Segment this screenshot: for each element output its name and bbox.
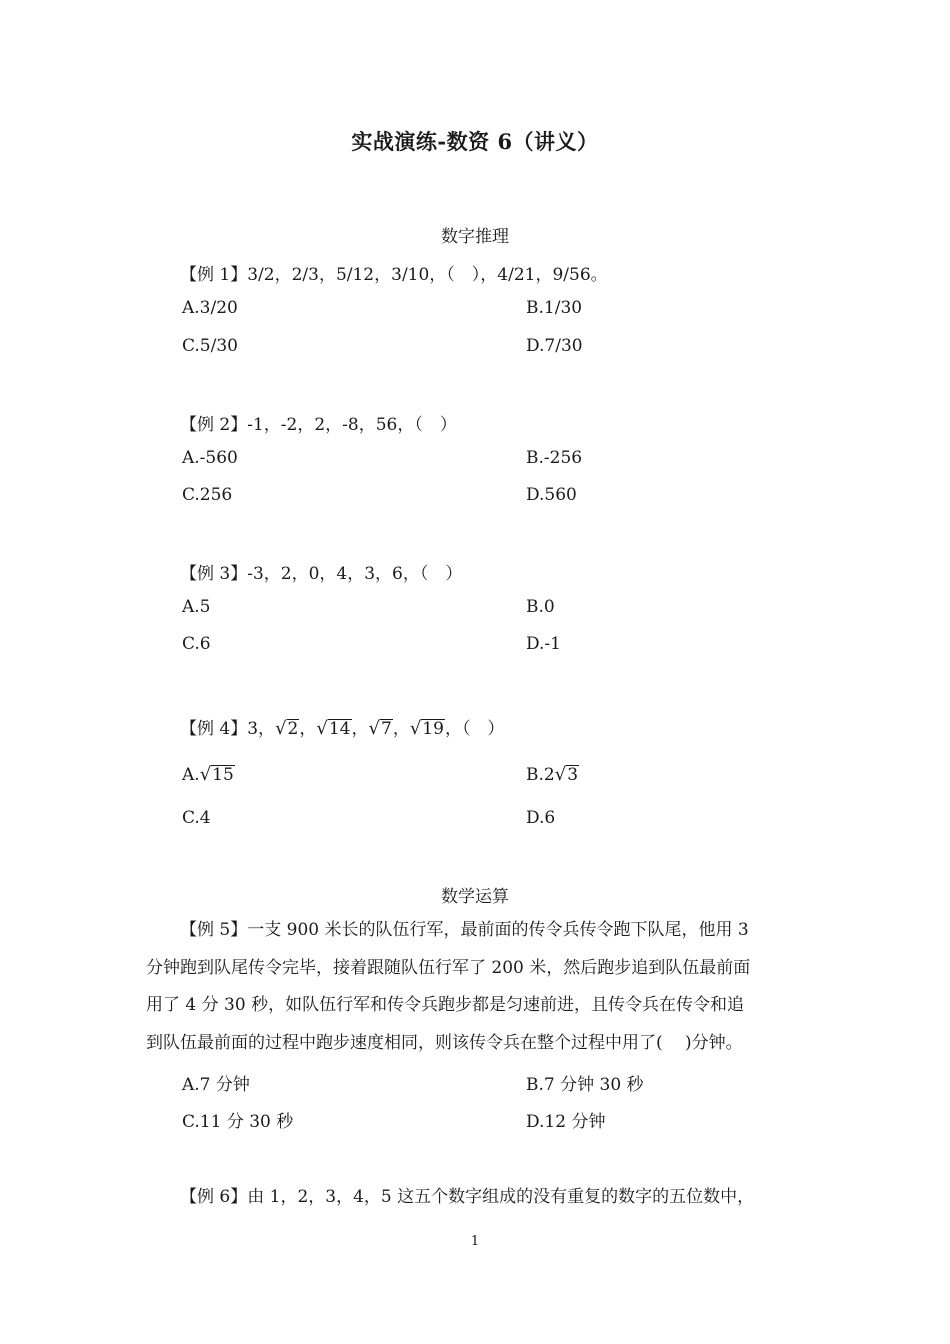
- example-5-question: 【例 5】一支 900 米长的队伍行军，最前面的传令兵传令跑下队尾，他用 3 分钟跑到队尾传令完毕，接着跟随队伍行军了 200 米，然后跑步追到队伍最前面 用了 4 分 30 秒，如队伍行军和传令兵跑步都是匀速前进，且传令兵在传令和追 到队伍最前面的过程中跑步速度相同，则该传令兵在整个过程中用了( )分钟。: [146, 920, 751, 1053]
- example-5-label: 【例 5】: [180, 920, 248, 940]
- example-5-option-a: A.7 分钟: [182, 1075, 250, 1095]
- example-2-question: [180, 410, 457, 435]
- example-5-option-d: D.12 分钟: [526, 1112, 606, 1132]
- example-3-question: [180, 559, 462, 584]
- sqrt-14: √14: [316, 718, 351, 739]
- page-number: 1: [470, 1234, 480, 1249]
- example-5-option-c: C.11 分 30 秒: [182, 1112, 294, 1132]
- example-1-question: [180, 260, 608, 285]
- example-6-label: 【例 6】: [180, 1187, 248, 1207]
- example-1-option-b: B.1/30: [526, 298, 583, 318]
- sqrt-15: √15: [199, 764, 234, 785]
- example-1-option-c: C.5/30: [182, 336, 238, 356]
- example-1-option-d: D.7/30: [526, 336, 583, 356]
- example-2-text: -1，-2，2，-8，56，（ ）: [247, 415, 457, 435]
- example-2-option-c: C.256: [182, 485, 233, 505]
- example-1-label: 【例 1】: [180, 265, 248, 285]
- sqrt-2: √2: [275, 718, 299, 739]
- section-heading-operations: 数学运算: [441, 887, 509, 907]
- example-2-option-b: B.-256: [526, 448, 583, 468]
- example-5-option-b: B.7 分钟 30 秒: [526, 1075, 644, 1095]
- example-4-option-a: A.√15: [182, 764, 234, 785]
- example-1-text: 3/2，2/3，5/12，3/10，（ ），4/21，9/56。: [247, 265, 608, 285]
- sqrt-7: √7: [368, 718, 392, 739]
- example-4-option-d: D.6: [526, 808, 556, 828]
- example-3-option-b: B.0: [526, 597, 555, 617]
- example-2-option-d: D.560: [526, 485, 577, 505]
- sqrt-3: √3: [554, 764, 579, 785]
- example-4-option-c: C.4: [182, 808, 211, 828]
- example-2-label: 【例 2】: [180, 415, 248, 435]
- example-1-option-a: A.3/20: [182, 298, 238, 318]
- example-3-option-d: D.-1: [526, 634, 561, 654]
- example-2-option-a: A.-560: [182, 448, 238, 468]
- section-heading-reasoning: 数字推理: [441, 227, 509, 247]
- example-4-option-b: B.2√3: [526, 764, 579, 785]
- example-4-label: 【例 4】: [180, 719, 248, 739]
- example-4-question: 【例 4】3，√2，√14，√7，√19，（ ）: [180, 718, 505, 739]
- sqrt-19: √19: [409, 718, 444, 739]
- example-3-text: -3，2，0，4，3，6，（ ）: [247, 564, 463, 584]
- example-3-label: 【例 3】: [180, 564, 248, 584]
- example-6-question: 【例 6】由 1，2，3，4，5 这五个数字组成的没有重复的数字的五位数中，: [180, 1187, 755, 1207]
- example-3-option-c: C.6: [182, 634, 211, 654]
- page-title: 实战演练-数资 6（讲义）: [351, 129, 599, 154]
- example-3-option-a: A.5: [182, 597, 211, 617]
